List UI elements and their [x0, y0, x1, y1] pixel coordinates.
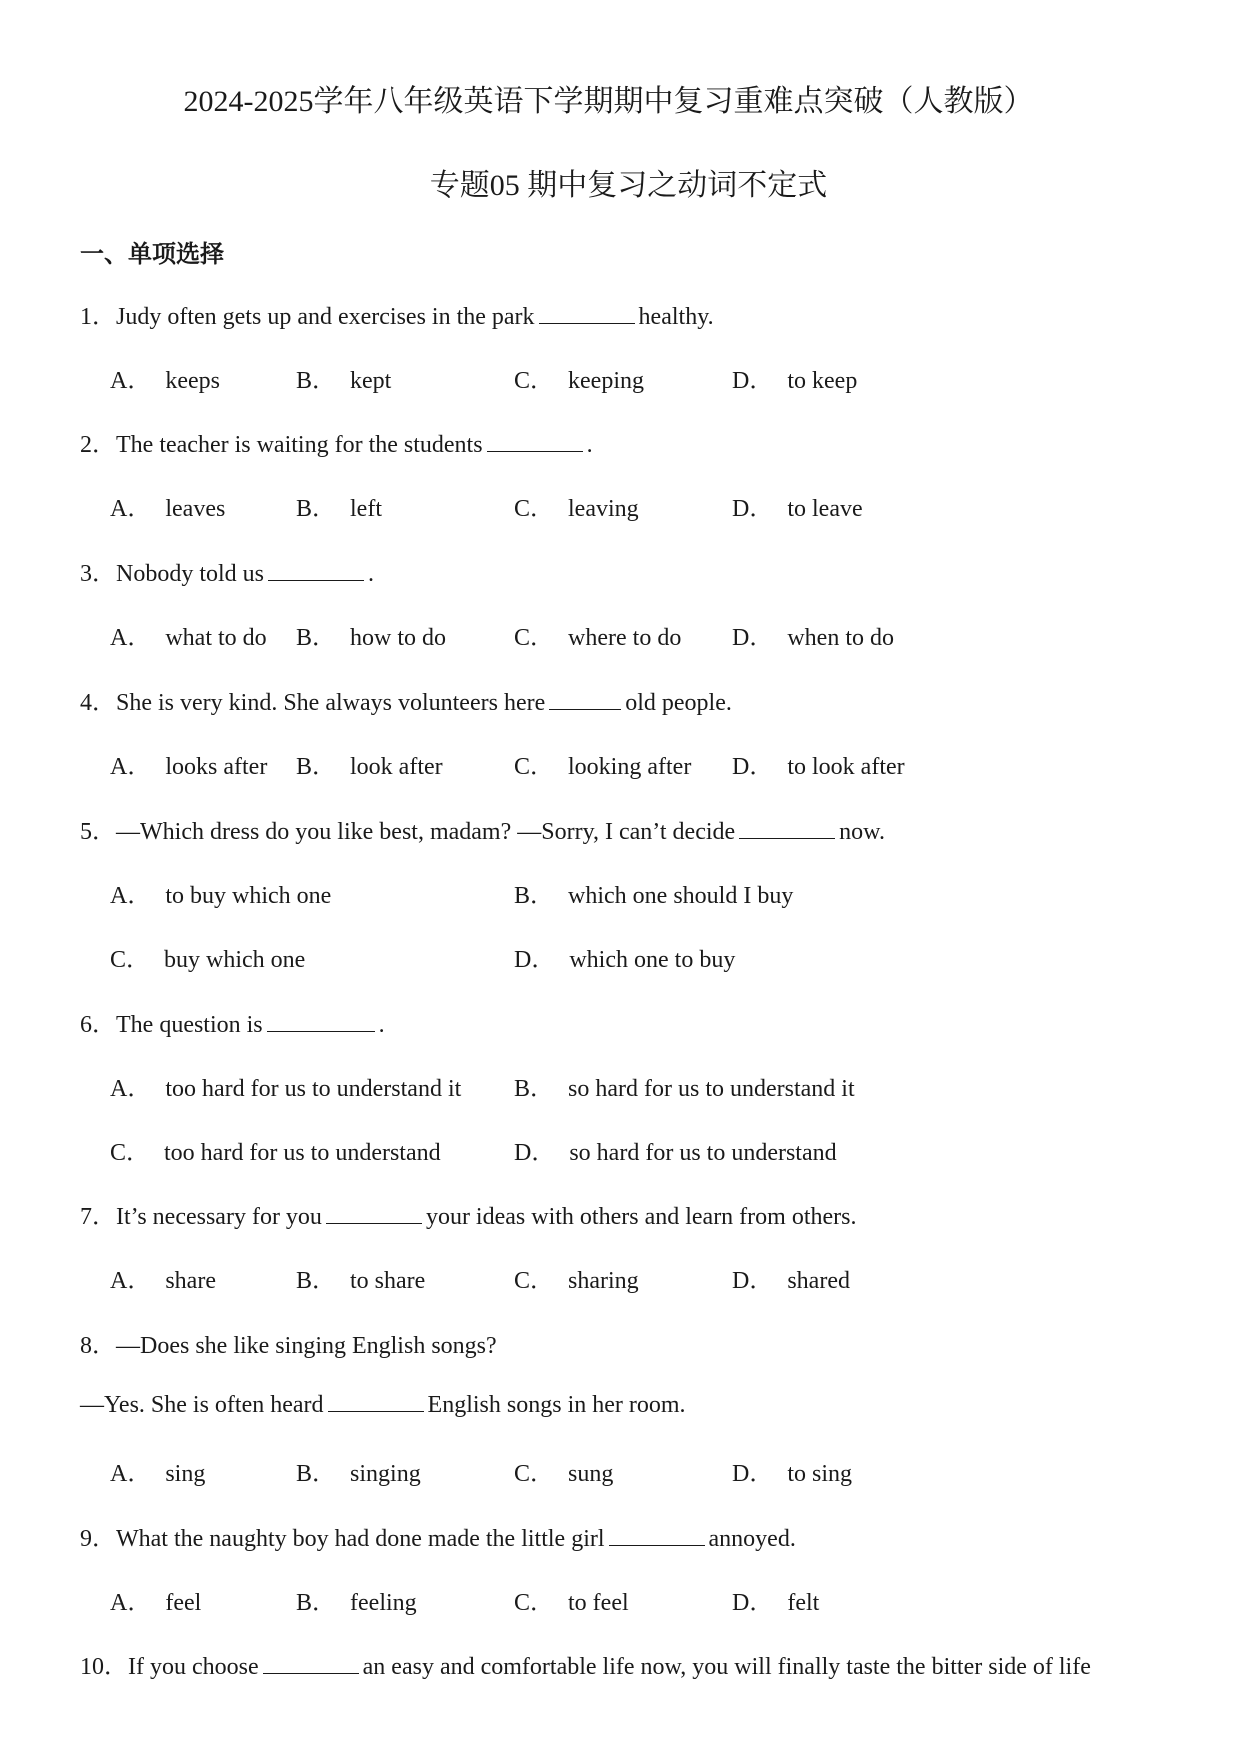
option-b[interactable]: B． look after: [296, 754, 443, 780]
question-stem-before: The teacher is waiting for the students: [116, 432, 483, 458]
option-b[interactable]: B． left: [296, 496, 382, 522]
option-c[interactable]: C． sung: [514, 1461, 614, 1487]
option-c[interactable]: C． too hard for us to understand: [110, 1140, 441, 1166]
section-heading: 一、单项选择: [80, 242, 224, 268]
option-d[interactable]: D． to leave: [732, 496, 863, 522]
question-stem-before: Judy often gets up and exercises in the park: [116, 304, 535, 330]
option-a[interactable]: A． leaves: [110, 496, 226, 522]
option-a[interactable]: A． to buy which one: [110, 883, 332, 909]
option-d[interactable]: D． to keep: [732, 368, 858, 394]
question-stem-before: Nobody told us: [116, 561, 265, 587]
question-8-line-2: [80, 1389, 686, 1419]
option-c[interactable]: C． to feel: [514, 1590, 629, 1616]
answer-blank: [549, 687, 621, 710]
question-stem-after: your ideas with others and learn from others.: [425, 1204, 857, 1230]
option-b[interactable]: B． to share: [296, 1268, 426, 1294]
option-c[interactable]: C． buy which one: [110, 947, 306, 973]
question-number: 8．: [80, 1333, 116, 1359]
option-b[interactable]: B． how to do: [296, 625, 447, 651]
question-stem-before: If you choose: [128, 1654, 259, 1680]
answer-blank: [267, 1009, 375, 1032]
question-number: 6．: [80, 1012, 116, 1038]
option-c[interactable]: C． where to do: [514, 625, 682, 651]
question-stem-before: The question is: [116, 1012, 263, 1038]
question-9: [80, 1518, 796, 1553]
option-b[interactable]: B． so hard for us to understand it: [514, 1076, 855, 1102]
option-a[interactable]: A． looks after: [110, 754, 268, 780]
question-6: [80, 1004, 385, 1039]
document-subtitle: 专题05 期中复习之动词不定式: [429, 169, 828, 202]
option-d[interactable]: D． so hard for us to understand: [514, 1140, 837, 1166]
question-stem-after: an easy and comfortable life now, you will finally taste the bitter side of life: [362, 1654, 1091, 1680]
answer-blank: [739, 816, 835, 839]
option-b[interactable]: B． kept: [296, 368, 392, 394]
answer-blank: [326, 1201, 422, 1224]
question-stem-after: old people.: [625, 690, 732, 716]
answer-blank: [263, 1651, 359, 1674]
question-stem-before: What the naughty boy had done made the little girl: [116, 1526, 605, 1552]
option-a[interactable]: A． what to do: [110, 625, 267, 651]
question-8: [80, 1325, 497, 1360]
question-number: 4．: [80, 690, 116, 716]
answer-blank: [539, 301, 635, 324]
question-2: [80, 424, 593, 459]
option-a[interactable]: A． feel: [110, 1590, 202, 1616]
option-d[interactable]: D． felt: [732, 1590, 820, 1616]
option-d[interactable]: D． to look after: [732, 754, 905, 780]
question-number: 5．: [80, 819, 116, 845]
question-7: [80, 1196, 856, 1231]
question-stem-after: .: [586, 432, 593, 458]
question-stem-before: She is very kind. She always volunteers here: [116, 690, 546, 716]
question-number: 3．: [80, 561, 116, 587]
question-stem-after: healthy.: [638, 304, 714, 330]
question-number: 10．: [80, 1654, 128, 1680]
question-3: [80, 553, 374, 588]
answer-blank: [487, 429, 583, 452]
option-a[interactable]: A． keeps: [110, 368, 220, 394]
question-number: 2．: [80, 432, 116, 458]
question-4: [80, 682, 732, 717]
option-d[interactable]: D． when to do: [732, 625, 894, 651]
option-c[interactable]: C． sharing: [514, 1268, 639, 1294]
option-c[interactable]: C． looking after: [514, 754, 692, 780]
question-stem-before: —Which dress do you like best, madam? —Sorry, I can’t decide: [116, 819, 736, 845]
option-b[interactable]: B． singing: [296, 1461, 421, 1487]
option-c[interactable]: C． keeping: [514, 368, 644, 394]
question-1: [80, 296, 714, 331]
question-stem-after: English songs in her room.: [427, 1392, 686, 1418]
option-c[interactable]: C． leaving: [514, 496, 639, 522]
question-5: [80, 811, 885, 846]
question-stem-before: It’s necessary for you: [116, 1204, 322, 1230]
document-title: 2024-2025学年八年级英语下学期期中复习重难点突破（人教版）: [183, 85, 1034, 118]
option-d[interactable]: D． shared: [732, 1268, 850, 1294]
question-10: [80, 1646, 1091, 1681]
answer-blank: [609, 1523, 705, 1546]
question-stem-after: now.: [839, 819, 885, 845]
question-stem-after: .: [378, 1012, 385, 1038]
question-number: 9．: [80, 1526, 116, 1552]
option-d[interactable]: D． which one to buy: [514, 947, 736, 973]
question-stem-after: annoyed.: [708, 1526, 796, 1552]
option-a[interactable]: A． share: [110, 1268, 216, 1294]
question-stem-before: —Yes. She is often heard: [80, 1392, 324, 1418]
answer-blank: [268, 558, 364, 581]
question-stem-before: —Does she like singing English songs?: [116, 1333, 497, 1359]
question-number: 7．: [80, 1204, 116, 1230]
question-stem-after: .: [368, 561, 375, 587]
answer-blank: [328, 1389, 424, 1412]
option-a[interactable]: A． sing: [110, 1461, 206, 1487]
option-b[interactable]: B． which one should I buy: [514, 883, 794, 909]
question-number: 1．: [80, 304, 116, 330]
option-b[interactable]: B． feeling: [296, 1590, 417, 1616]
option-d[interactable]: D． to sing: [732, 1461, 853, 1487]
option-a[interactable]: A． too hard for us to understand it: [110, 1076, 462, 1102]
